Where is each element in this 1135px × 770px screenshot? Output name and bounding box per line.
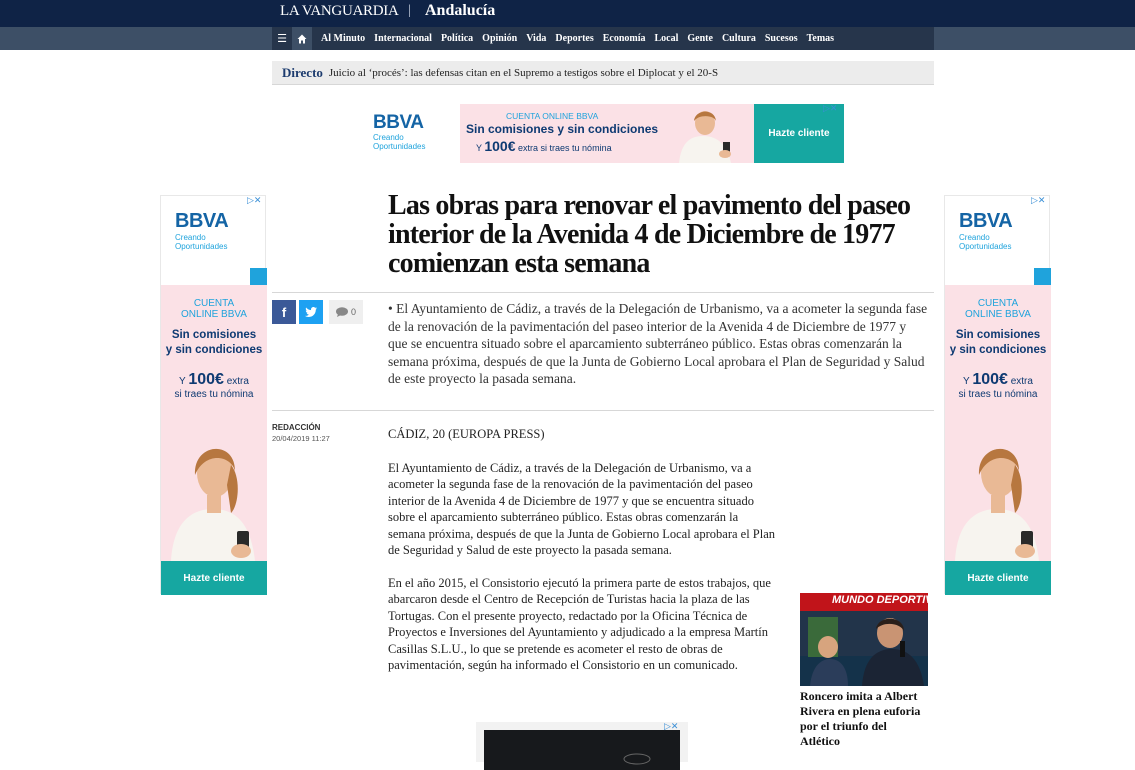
adchoices-icon[interactable]: ▷✕ <box>664 722 679 732</box>
bbva-logo: BBVA <box>959 210 1013 232</box>
main-nav <box>0 27 1135 50</box>
site-logo[interactable]: LA VANGUARDIA <box>280 3 399 19</box>
nav-item-economia[interactable]: Economía <box>602 33 646 44</box>
ad-message-panel <box>161 285 267 561</box>
ad-cta-button[interactable]: Hazte cliente <box>161 561 267 595</box>
ad-headline-2: y sin condiciones <box>949 344 1047 356</box>
article-dateline: CÁDIZ, 20 (EUROPA PRESS) <box>388 427 545 441</box>
header-separator: | <box>408 3 411 18</box>
ad-kicker-1: CUENTA <box>977 298 1019 309</box>
article-headline: Las obras para renovar el pavimento del paseo interior de la Avenida 4 de Diciembre de 1977 comienzan esta semana <box>388 190 911 279</box>
article-body <box>388 426 778 690</box>
ad-headline-1: Sin comisiones <box>171 329 257 341</box>
ad-headline-2: y sin condiciones <box>165 344 263 356</box>
nav-item-gente[interactable]: Gente <box>687 33 713 44</box>
source-logo-bar <box>800 593 942 611</box>
ad-tagline-1: Creando <box>373 133 404 142</box>
live-headline[interactable]: Juicio al ‘procés’: las defensas citan en el Supremo a testigos sobre el Diplocat y el 20-S <box>328 66 719 79</box>
comment-icon <box>336 307 348 317</box>
ad-product-icon <box>622 752 652 766</box>
ad-kicker-2: ONLINE BBVA <box>181 309 247 320</box>
bbva-logo: BBVA <box>373 112 424 133</box>
article-paragraph: En el año 2015, el Consistorio ejecutó la primera parte de estos trabajos, que abarcaron desde el Centro de Recepción de Turistas hacia la plaza de las Tortugas. Con el presente proyecto, redactado por la Oficina Técnica de Proyectos e Inversiones del Ayuntamiento y adjudicado a la empresa Martín Casillas S.L.U., lo que se pretende es acometer el resto de obras de pavimentación, según ha informado el Consistorio en un comunicado. <box>388 575 771 672</box>
video-caption[interactable]: Roncero imita a Albert Rivera en plena euforia por el triunfo del Atlético <box>800 689 921 748</box>
nav-item-opinion[interactable]: Opinión <box>482 33 518 44</box>
top-banner-ad[interactable] <box>361 104 844 163</box>
comment-count: 0 <box>350 307 356 317</box>
ad-message-panel <box>460 104 754 163</box>
article-author[interactable]: REDACCIÓN <box>272 423 321 432</box>
hamburger-menu-icon[interactable]: ☰ <box>277 32 287 45</box>
ad-accent <box>1034 268 1051 285</box>
ad-headline-1: Sin comisiones <box>955 329 1041 341</box>
nav-item-deportes[interactable]: Deportes <box>555 33 594 44</box>
article-lead-block <box>272 292 934 411</box>
site-header <box>0 0 1135 27</box>
nav-item-local[interactable]: Local <box>654 33 679 44</box>
adchoices-icon[interactable]: ▷✕ <box>247 196 262 206</box>
nav-item-al-minuto[interactable]: Al Minuto <box>321 33 366 44</box>
ad-tagline-2: Oportunidades <box>175 242 228 251</box>
article-date: 20/04/2019 11:27 <box>272 434 330 443</box>
right-side-ad[interactable] <box>944 195 1050 594</box>
ad-person-image <box>949 425 1049 561</box>
nav-item-internacional[interactable]: Internacional <box>374 33 432 44</box>
inline-ad[interactable] <box>476 722 688 762</box>
ad-tagline-1: Creando <box>175 233 206 242</box>
source-logo: MUNDO DEPORTIVO <box>832 594 942 606</box>
ad-offer-tail: si traes tu nómina <box>958 389 1038 400</box>
home-icon[interactable] <box>292 27 312 50</box>
bbva-logo: BBVA <box>175 210 229 232</box>
live-label: Directo <box>282 64 323 80</box>
live-ticker[interactable] <box>272 61 934 85</box>
video-thumbnail[interactable] <box>800 593 942 686</box>
ad-offer: Y 100€ extra <box>179 371 249 388</box>
ad-kicker: CUENTA ONLINE BBVA <box>506 111 599 121</box>
twitter-share-button[interactable] <box>299 300 323 324</box>
article-paragraph: El Ayuntamiento de Cádiz, a través de la Delegación de Urbanismo, va a acometer la segunda fase de la renovación de la pavimentación del paseo interior de la Avenida 4 de Diciembre de 1977 y que se encuentra situado sobre el aparcamiento subterráneo público. Estas obras comenzarán la semana próxima, después de que la Junta de Gobierno Local aprobara el Plan de Seguridad y Salud de este proyecto la pasada semana. <box>388 460 776 557</box>
ad-logo-area <box>361 104 460 163</box>
nav-item-sucesos[interactable]: Sucesos <box>764 33 798 44</box>
byline <box>272 423 330 443</box>
facebook-share-button[interactable]: f <box>272 300 296 324</box>
nav-item-vida[interactable]: Vida <box>526 33 547 44</box>
nav-item-temas[interactable]: Temas <box>806 33 835 44</box>
nav-item-politica[interactable]: Política <box>440 33 474 44</box>
ad-offer-tail: si traes tu nómina <box>174 389 254 400</box>
ad-kicker-1: CUENTA <box>193 298 235 309</box>
article-lead: • El Ayuntamiento de Cádiz, a través de la Delegación de Urbanismo, va a acometer la segunda fase de la renovación de la pavimentación del paseo interior de la Avenida 4 de Diciembre de 1977 y que se encuentra situado sobre el aparcamiento subterráneo público. Estas obras comenzarán la semana próxima, después de que la Junta de Gobierno Local aprobara el Plan de Seguridad y Salud de este proyecto la pasada semana. <box>388 301 928 386</box>
ad-person-image <box>665 106 747 163</box>
adchoices-icon[interactable]: ▷✕ <box>1031 196 1046 206</box>
ad-kicker-2: ONLINE BBVA <box>965 309 1031 320</box>
ad-cta-button[interactable]: Hazte cliente <box>945 561 1051 595</box>
section-title[interactable]: Andalucía <box>425 2 496 19</box>
comments-button[interactable] <box>329 300 363 324</box>
left-side-ad[interactable] <box>160 195 266 594</box>
adchoices-icon[interactable]: ▷✕ <box>823 104 838 114</box>
ad-tagline-2: Oportunidades <box>959 242 1012 251</box>
twitter-icon <box>305 307 317 317</box>
inline-ad-image <box>484 730 680 770</box>
video-scene-image <box>800 611 928 686</box>
ad-tagline-2: Oportunidades <box>373 142 426 151</box>
ad-offer: Y 100€ extra si traes tu nómina <box>476 138 612 154</box>
ad-accent <box>250 268 267 285</box>
ad-person-image <box>165 425 265 561</box>
related-video-card[interactable] <box>800 593 942 749</box>
nav-item-cultura[interactable]: Cultura <box>721 33 756 44</box>
ad-cta-button[interactable]: Hazte cliente <box>754 104 844 163</box>
nav-inner <box>272 27 934 50</box>
ad-offer: Y 100€ extra <box>963 371 1033 388</box>
ad-headline: Sin comisiones y sin condiciones <box>466 122 659 136</box>
ad-message-panel <box>945 285 1051 561</box>
ad-tagline-1: Creando <box>959 233 990 242</box>
